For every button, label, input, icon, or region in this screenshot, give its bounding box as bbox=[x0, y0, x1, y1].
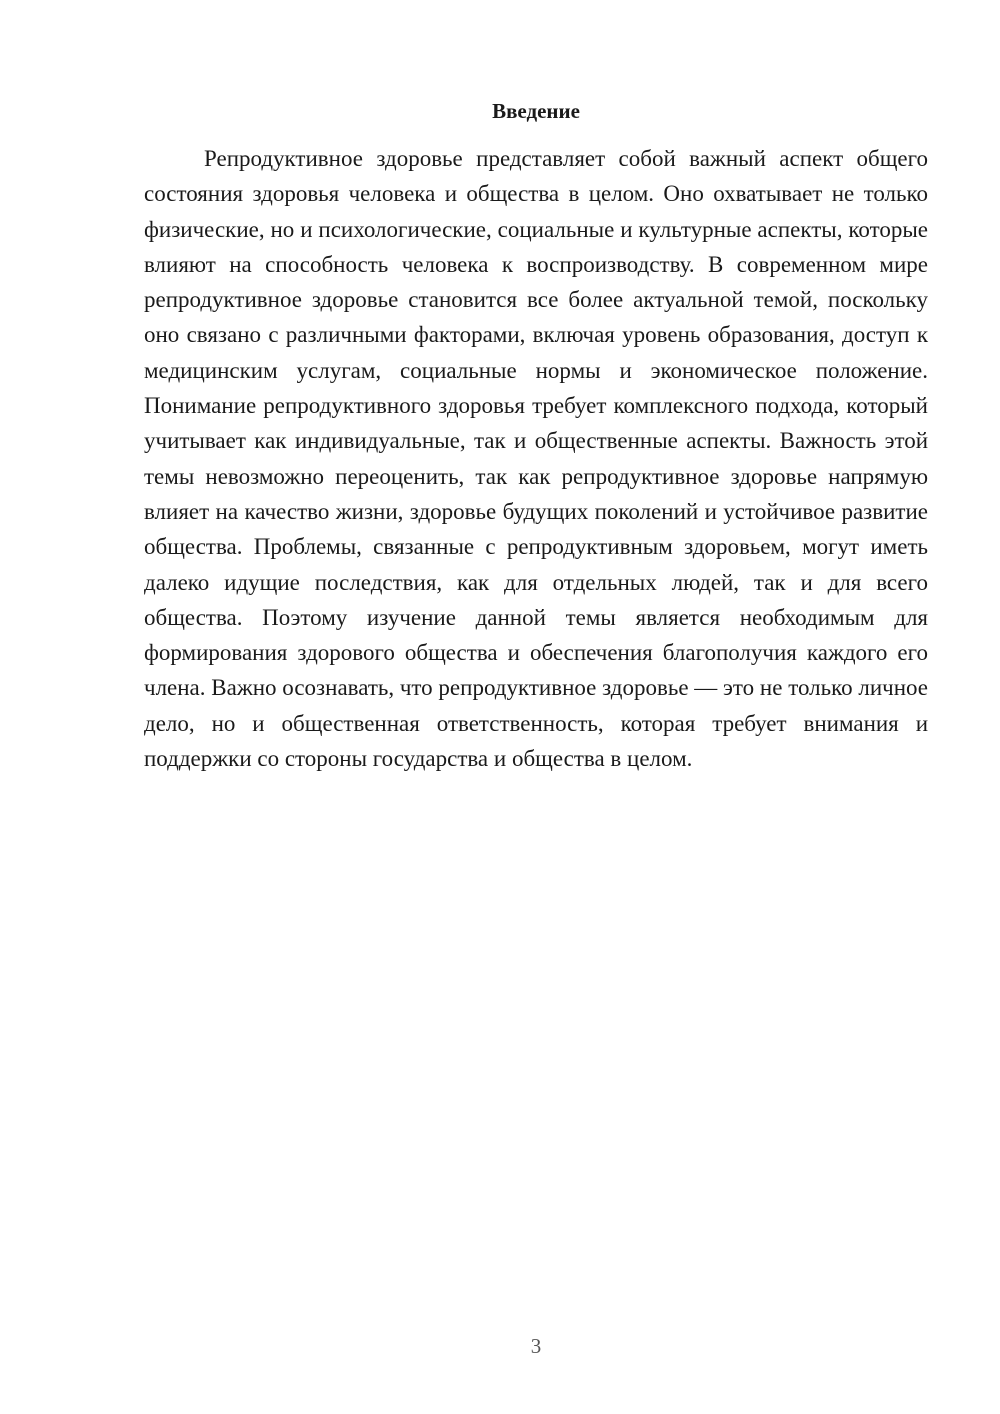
body-paragraph: Репродуктивное здоровье представляет собой важный аспект общего состояния здоровья человека и общества в целом. Оно охватывает не только физические, но и психологические, социальные и культурные аспекты, которые влияют на способность человека к воспроизводству. В современном мире репродуктивное здоровье становится все более актуальной темой, поскольку оно связано с различными факторами, включая уровень образования, доступ к медицинским услугам, социальные нормы и экономическое положение. Понимание репродуктивного здоровья требует комплексного подхода, который учитывает как индивидуальные, так и общественные аспекты. Важность этой темы невозможно переоценить, так как репродуктивное здоровье напрямую влияет на качество жизни, здоровье будущих поколений и устойчивое развитие общества. Проблемы, связанные с репродуктивным здоровьем, могут иметь далеко идущие последствия, как для отдельных людей, так и для всего общества. Поэтому изучение данной темы является необходимым для формирования здорового общества и обеспечения благополучия каждого его члена. Важно осознавать, что репродуктивное здоровье — это не только личное дело, но и общественная ответственность, которая требует внимания и поддержки со стороны государства и общества в целом. bbox=[144, 146, 929, 772]
page-number: 3 bbox=[530, 1334, 542, 1358]
section-heading: Введение bbox=[492, 99, 580, 123]
